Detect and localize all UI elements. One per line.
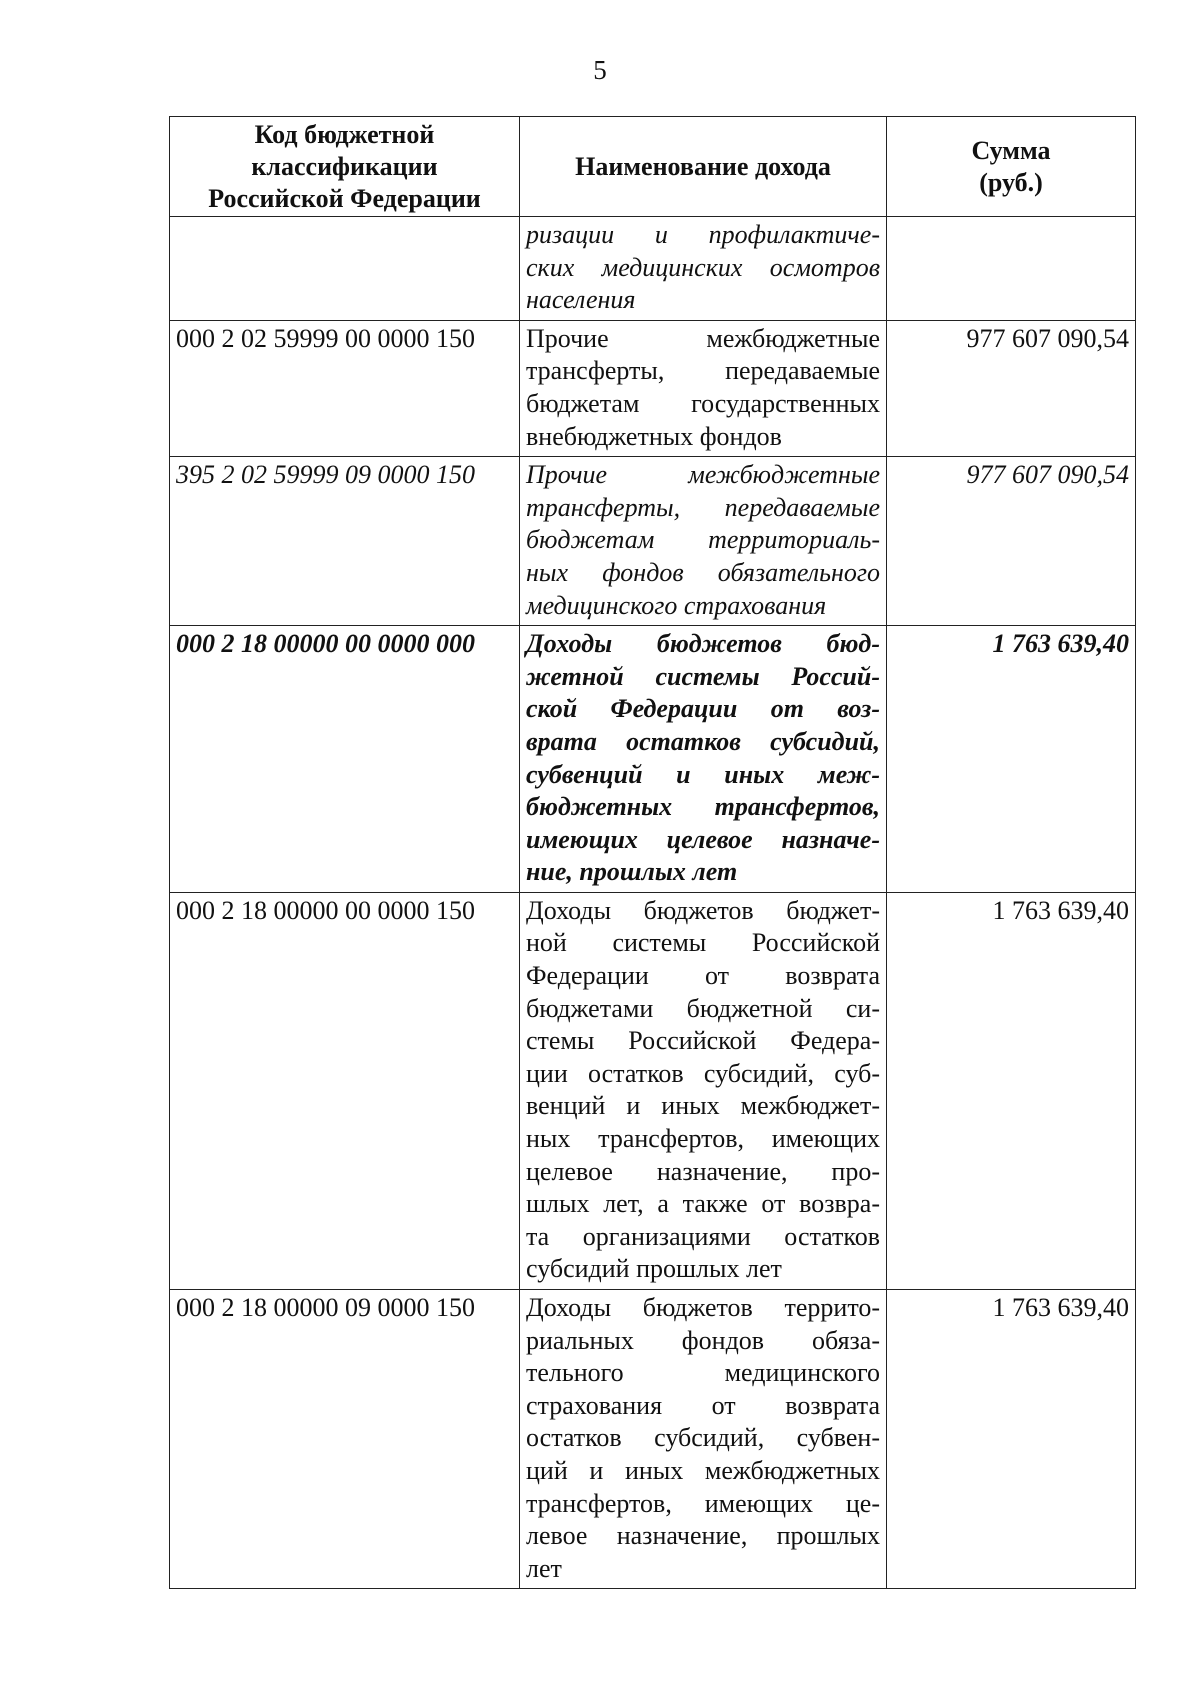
revenue-name-line: Доходы бюджетов террито- [526,1293,880,1322]
budget-code-cell [170,1290,520,1589]
budget-code: 000 2 18 00000 00 0000 150 [176,895,475,925]
header-code [170,117,520,217]
revenue-name [526,217,880,320]
page-number: 5 [593,55,607,85]
amount-cell [887,892,1136,1289]
revenue-name-cell [520,892,887,1289]
amount: 1 763 639,40 [992,629,1129,659]
header-code-line: Российской Федерации [208,183,481,213]
header-sum-line: Сумма [971,135,1051,165]
revenue-name-line: ной системы Российской [526,928,880,958]
revenue-name-line: ских медицинских осмотров [526,252,880,282]
revenue-name-line: населения [526,285,636,315]
header-code-line: классификации [251,151,438,181]
table-row [170,217,1136,321]
header-name-line: Наименование дохода [575,151,831,181]
revenue-name-cell [520,457,887,626]
revenue-name-line: ных фондов обязательного [526,557,880,587]
revenue-name [526,893,880,1289]
table-row [170,892,1136,1289]
budget-code-cell [170,626,520,893]
amount-cell [887,1290,1136,1589]
revenue-name-cell [520,320,887,456]
revenue-name-line: ций и иных межбюджетных [526,1455,880,1485]
revenue-name-line: левое назначение, прошлых [526,1521,880,1551]
revenue-name-line: ской Федерации от воз- [526,694,880,724]
revenue-name-line: лет [526,1553,562,1583]
amount-cell [887,217,1136,321]
amount: 977 607 090,54 [966,460,1129,490]
budget-code [176,217,515,255]
revenue-name [526,457,880,625]
revenue-name-line: Прочие межбюджетные [526,323,880,353]
revenue-name [526,626,880,892]
revenue-name-line: бюджетам территориаль- [526,525,880,555]
table-row [170,626,1136,893]
revenue-name-line: страхования от возврата [526,1390,880,1420]
revenue-name-line: тельного медицинского [526,1358,880,1388]
revenue-name-line: ции остатков субсидий, суб- [526,1058,880,1088]
budget-code-cell [170,217,520,321]
revenue-name-line: бюджетам государственных [526,388,880,418]
revenue-name-line: жетной системы Россий- [526,661,880,691]
revenue-name-line: Федерации от возврата [526,961,880,991]
revenue-name-line: субвенций и иных меж- [526,759,880,789]
amount: 1 763 639,40 [992,1293,1129,1322]
table-row [170,320,1136,456]
revenue-name-line: врата остатков субсидий, [526,726,880,756]
revenue-name-line: трансферты, передаваемые [526,492,880,522]
table-header-row [170,117,1136,217]
revenue-name-line: трансферты, передаваемые [526,356,880,386]
revenue-name-line: венций и иных межбюджет- [526,1091,880,1121]
table-row [170,457,1136,626]
revenue-name-line: медицинского страхования [526,590,827,620]
amount-cell [887,457,1136,626]
revenue-name-line: трансфертов, имеющих це- [526,1488,880,1518]
revenue-name-line: риальных фондов обяза- [526,1325,880,1355]
revenue-name-line: та организациями остатков [526,1221,880,1251]
table-body [170,217,1136,1589]
revenue-name-line: внебюджетных фондов [526,421,782,451]
header-name [520,117,887,217]
revenue-name-line: ризации и профилактиче- [526,220,880,249]
revenue-name-line: шлых лет, а также от возвра- [526,1189,880,1219]
revenue-name-cell [520,217,887,321]
amount-cell [887,320,1136,456]
revenue-name-cell [520,1290,887,1589]
amount: 977 607 090,54 [966,323,1129,353]
revenue-name-cell [520,626,887,893]
revenue-name-line: стемы Российской Федера- [526,1026,880,1056]
table-row [170,1290,1136,1589]
header-code-line: Код бюджетной [254,119,435,149]
revenue-name-line: Доходы бюджетов бюджет- [526,895,880,925]
revenue-name-line: ных трансфертов, имеющих [526,1124,880,1154]
revenue-name-line: остатков субсидий, субвен- [526,1423,880,1453]
amount: 1 763 639,40 [992,895,1129,925]
revenue-name-line: целевое назначение, про- [526,1156,880,1186]
amount [891,217,1129,255]
revenue-name-line: имеющих целевое назначе- [526,824,880,854]
revenue-name-line: Прочие межбюджетные [526,460,880,490]
budget-code-cell [170,320,520,456]
budget-code: 000 2 18 00000 00 0000 000 [176,629,475,659]
budget-code: 000 2 18 00000 09 0000 150 [176,1293,475,1322]
revenue-table [169,116,1136,1589]
budget-code: 000 2 02 59999 00 0000 150 [176,323,475,353]
budget-code-cell [170,892,520,1289]
budget-code: 395 2 02 59999 09 0000 150 [176,460,475,490]
header-sum-line: (руб.) [979,167,1043,197]
budget-code-cell [170,457,520,626]
revenue-name-line: бюджетных трансфертов, [526,792,880,822]
amount-cell [887,626,1136,893]
revenue-name-line: ние, прошлых лет [526,857,738,887]
revenue-name-line: субсидий прошлых лет [526,1254,782,1284]
revenue-name [526,321,880,456]
header-sum [887,117,1136,217]
revenue-name-line: бюджетами бюджетной си- [526,993,880,1023]
revenue-name [526,1290,880,1588]
revenue-name-line: Доходы бюджетов бюд- [526,629,880,659]
